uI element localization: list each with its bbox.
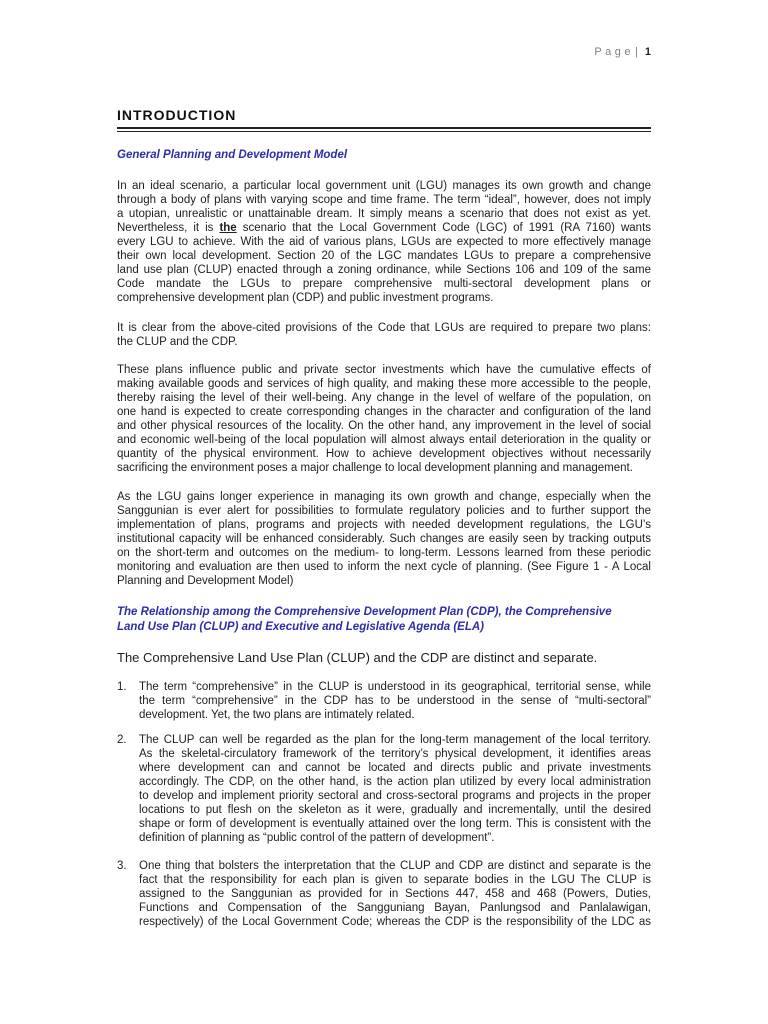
text-line: and economic well-being of the local population will almost always entail deterioration in the quality or	[117, 434, 651, 446]
lead-sentence: The Comprehensive Land Use Plan (CLUP) and the CDP are distinct and separate.	[117, 650, 598, 665]
page-separator: |	[635, 46, 638, 58]
text-line: respectively) of the Local Government Code; whereas the CDP is the responsibility of the LDC as	[139, 916, 651, 928]
text-line: Planning and Development Model)	[117, 575, 294, 587]
text-line: As the LGU gains longer experience in managing its own growth and change, especially when the	[117, 491, 651, 503]
text-line: the CLUP and the CDP.	[117, 336, 238, 348]
text-line: their own local development. Section 20 of the LGC mandates LGUs to prepare a comprehensive	[117, 250, 651, 262]
text-line: land use plan (CLUP) enacted through a zoning ordinance, while Sections 106 and 109 of the same	[117, 264, 651, 276]
emphasized-word: the	[219, 222, 237, 234]
section-heading: General Planning and Development Model	[117, 149, 348, 161]
text-line: Code mandate the LGUs to prepare comprehensive multi-sectoral development plans or	[117, 278, 651, 290]
text-line: quantity of the physical environment. How to achieve development objectives without necessarily	[117, 448, 651, 460]
heading-line: The Relationship among the Comprehensive Development Plan (CDP), the Comprehensive	[117, 606, 612, 618]
text-line: one hand is expected to create corresponding changes in the character and configuration of the land	[117, 406, 651, 418]
text-line: sacrificing the environment poses a major challenge to local development planning and management.	[117, 462, 633, 474]
text-line	[117, 221, 651, 235]
text-line: thereby raising the level of their well-being. Any change in the level of welfare of the population, on	[117, 392, 651, 404]
text-line: implementation of plans, programs and projects with needed development regulations, the LGU’s	[117, 519, 651, 531]
text-line: The term “comprehensive” in the CLUP is understood in its geographical, territorial sense, while	[139, 681, 651, 693]
paragraph-4	[117, 490, 651, 588]
text-line: One thing that bolsters the interpretation that the CLUP and CDP are distinct and separate is the	[139, 860, 651, 872]
text-line: As the skeletal-circulatory framework of the territory’s physical development, it identifies areas	[139, 748, 651, 760]
text-line: These plans influence public and private sector investments which have the cumulative effects of	[117, 364, 651, 376]
text-line: assigned to the Sanggunian as provided for in Sections 447, 458 and 468 (Powers, Duties,	[139, 888, 651, 900]
text-segment: Nevertheless, it is	[117, 222, 220, 234]
title-rule-thick	[117, 127, 651, 129]
text-segment: scenario that the Local Government Code (LGC) of 1991 (RA 7160) wants	[236, 222, 652, 234]
list-item-text	[139, 733, 651, 845]
text-line: definition of planning as “public control of the pattern of development”.	[139, 832, 495, 844]
text-line: In an ideal scenario, a particular local government unit (LGU) manages its own growth and change	[117, 180, 651, 192]
text-line: comprehensive development plan (CDP) and public investment programs.	[117, 292, 494, 304]
text-line: on the short-term and outcomes on the medium- to long-term. Lessons learned from these periodic	[117, 547, 651, 559]
heading-line: Land Use Plan (CLUP) and Executive and Legislative Agenda (ELA)	[117, 621, 485, 633]
text-line: and other physical resources of the locality. On the other hand, any improvement in the level of social	[117, 420, 651, 432]
text-line: the term “comprehensive” in the CDP has to be understood in the sense of “multi-sectoral”	[139, 695, 651, 707]
page-label: Page	[594, 46, 635, 58]
text-line: making available goods and services of high quality, and making these more accessible to the people,	[117, 378, 651, 390]
text-line: Functions and Compensation of the Sangguniang Bayan, Panlungsod and Panlalawigan,	[139, 902, 651, 914]
list-item-text	[139, 680, 651, 722]
text-line: where development can and cannot be located and directs public and private investments	[139, 762, 651, 774]
title-rule-thin	[117, 131, 651, 132]
text-line: locations to put flesh on the skeleton as it were, gradually and incrementally, until the desired	[139, 804, 651, 816]
text-line: shape or form of development is eventually attained over the long term. This is consistent with the	[139, 818, 651, 830]
text-line: Sanggunian is ever alert for possibilities to formulate regulatory policies and to further support the	[117, 505, 651, 517]
text-line: a utopian, unrealistic or unattainable dream. It simply means a scenario that does not exist as yet.	[117, 208, 651, 220]
text-line: monitoring and evaluation are then used to inform the next cycle of planning. (See Figure 1 - A Local	[117, 561, 651, 573]
page-title: INTRODUCTION	[117, 107, 237, 123]
text-line: It is clear from the above-cited provisions of the Code that LGUs are required to prepare two plans:	[117, 322, 651, 334]
text-line: to develop and implement priority sectoral and cross-sectoral programs and projects in the proper	[139, 790, 651, 802]
text-line: institutional capacity will be enhanced considerably. Such changes are easily seen by tracking outputs	[117, 533, 651, 545]
list-number: 2.	[117, 734, 127, 746]
section-heading	[117, 605, 612, 635]
paragraph-2	[117, 321, 651, 349]
list-item-text	[139, 859, 651, 929]
text-line: The CLUP can well be regarded as the plan for the long-term management of the local territory.	[139, 734, 651, 746]
paragraph-1	[117, 179, 651, 305]
text-line: every LGU to achieve. With the aid of various plans, LGUs are expected to more effectively manage	[117, 236, 651, 248]
list-number: 1.	[117, 681, 127, 693]
page-number: 1	[644, 46, 651, 58]
text-line: accordingly. The CDP, on the other hand, is the action plan utilized by every local administration	[139, 776, 651, 788]
page-header	[594, 45, 651, 59]
text-line: fact that the responsibility for each plan is given to separate bodies in the LGU The CLUP is	[139, 874, 651, 886]
list-number: 3.	[117, 860, 127, 872]
paragraph-3	[117, 363, 651, 475]
text-line: development. Yet, the two plans are intimately related.	[139, 709, 415, 721]
text-line: through a body of plans with varying scope and time frame. The term “ideal”, however, does not imply	[117, 194, 651, 206]
